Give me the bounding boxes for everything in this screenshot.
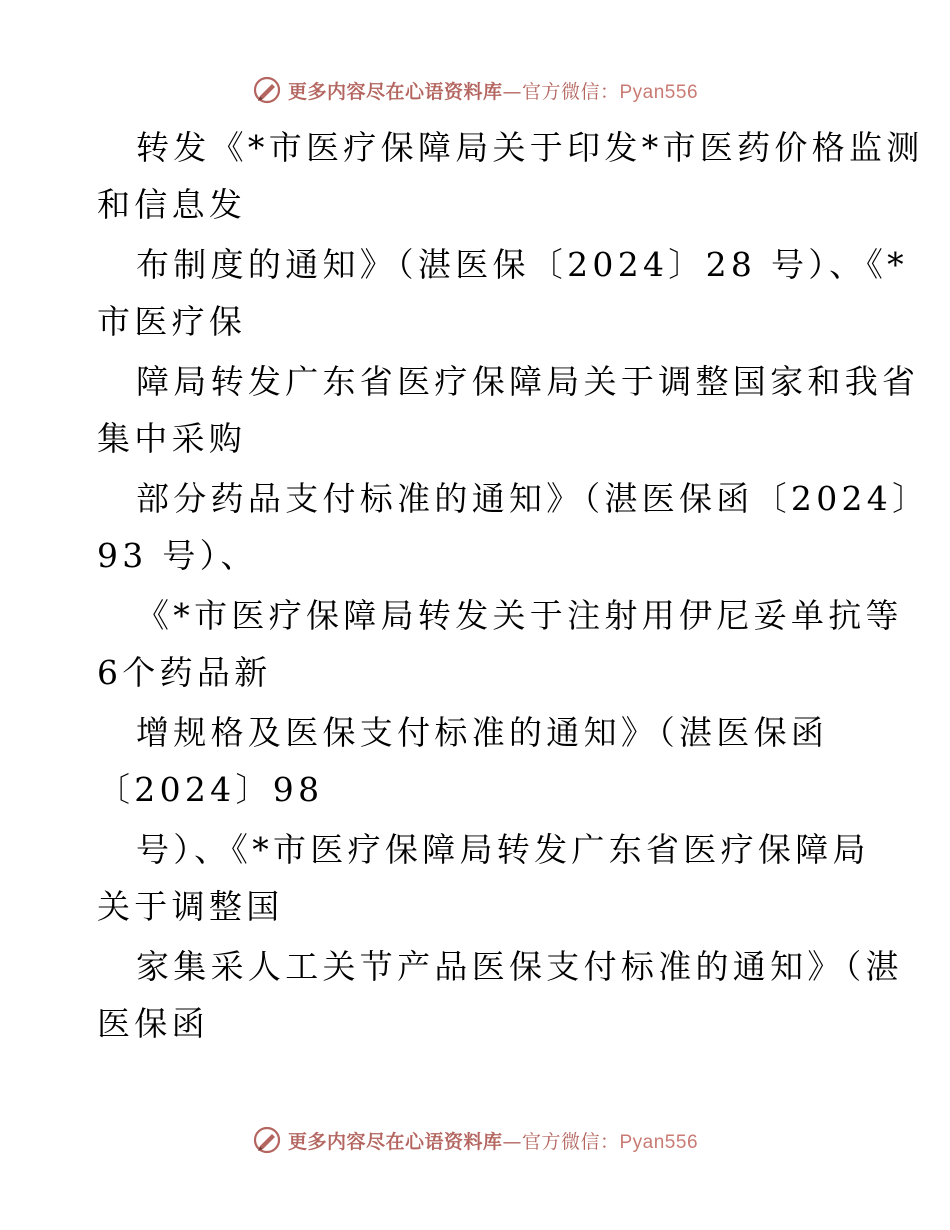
banner-dash: — <box>502 80 522 103</box>
doc-line: 6个药品新 <box>97 653 272 692</box>
banner-wechat-label: 官方微信： <box>521 1130 620 1153</box>
doc-line: 〔2024〕98 <box>97 770 324 809</box>
banner-text <box>288 1127 698 1154</box>
doc-line: 关于调整国 <box>97 887 284 926</box>
doc-line: 布制度的通知》（湛医保〔2024〕28 号）、《* <box>136 245 908 284</box>
footer-banner <box>0 1120 950 1160</box>
doc-line: 增规格及医保支付标准的通知》（湛医保函 <box>136 713 829 752</box>
doc-line: 医保函 <box>97 1004 209 1043</box>
pen-seal-icon <box>252 75 282 105</box>
banner-dash: — <box>502 1130 522 1153</box>
banner-wechat-id: Pyan556 <box>619 81 699 103</box>
banner-prefix: 更多内容尽在心语资料库 <box>287 80 503 103</box>
banner-text <box>288 77 698 104</box>
doc-line: 集中采购 <box>97 419 247 458</box>
banner-wechat-label: 官方微信： <box>521 80 620 103</box>
header-banner <box>0 70 950 110</box>
doc-line: 市医疗保 <box>97 302 247 341</box>
doc-line: 和信息发 <box>97 185 247 224</box>
banner-wechat-id: Pyan556 <box>619 1131 699 1153</box>
doc-line: 障局转发广东省医疗保障局关于调整国家和我省 <box>136 362 920 401</box>
doc-line: 家集采人工关节产品医保支付标准的通知》（湛 <box>136 947 903 986</box>
doc-line: 93 号）、 <box>97 536 258 575</box>
banner-prefix: 更多内容尽在心语资料库 <box>287 1130 503 1153</box>
doc-line: 《*市医疗保障局转发关于注射用伊尼妥单抗等 <box>136 596 903 635</box>
doc-line: 号）、《*市医疗保障局转发广东省医疗保障局 <box>136 830 870 869</box>
pen-seal-icon <box>252 1125 282 1155</box>
doc-line: 部分药品支付标准的通知》（湛医保函〔2024〕 <box>136 479 930 518</box>
doc-line: 转发《*市医疗保障局关于印发*市医药价格监测 <box>136 128 924 167</box>
